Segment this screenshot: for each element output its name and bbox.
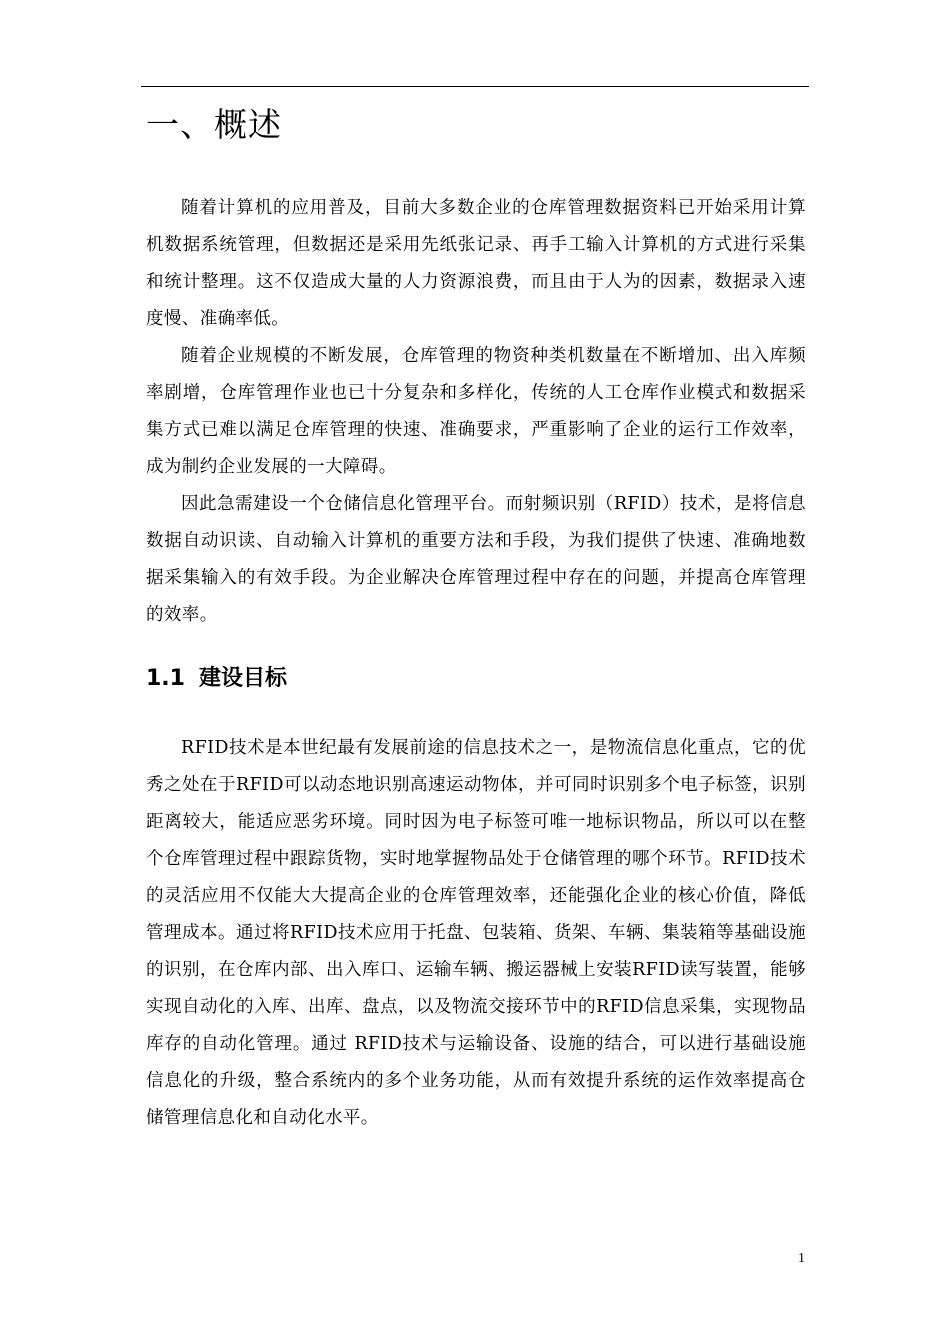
section-paragraph: RFID技术是本世纪最有发展前途的信息技术之一，是物流信息化重点，它的优秀之处在于RFID可以动态地识别高速运动物体，并可同时识别多个电子标签，识别距离较大，能适应恶劣环境。同时因为电子标签可唯一地标识物品，所以可以在整个仓库管理过程中跟踪货物，实时地掌握物品处于仓储管理的哪个环节。RFID技术的灵活应用不仅能大大提高企业的仓库管理效率，还能强化企业的核心价值，降低管理成本。通过将RFID技术应用于托盘、包装箱、货架、车辆、集装箱等基础设施的识别，在仓库内部、出入库口、运输车辆、搬运器械上安装RFID读写装置，能够实现自动化的入库、出库、盘点，以及物流交接环节中的RFID信息采集，实现物品库存的自动化管理。通过 RFID技术与运输设备、设施的结合，可以进行基础设施信息化的升级，整合系统内的多个业务功能，从而有效提升系统的运作效率提高仓储管理信息化和自动化水平。 <box>146 738 806 1128</box>
page-number: 1 <box>798 1251 805 1266</box>
chapter-title: 一、概述 <box>146 105 282 144</box>
section-number: 1.1 <box>146 666 185 691</box>
section-heading <box>146 661 287 697</box>
section-title: 建设目标 <box>198 666 287 691</box>
intro-section <box>146 190 806 634</box>
intro-paragraph-1: 随着计算机的应用普及，目前大多数企业的仓库管理数据资料已开始采用计算机数据系统管理，但数据还是采用先纸张记录、再手工输入计算机的方式进行采集和统计整理。这不仅造成大量的人力资源浪费，而且由于人为的因素，数据录入速度慢、准确率低。 <box>146 198 806 329</box>
intro-paragraph-2: 随着企业规模的不断发展，仓库管理的物资种类机数量在不断增加、出入库频率剧增，仓库管理作业也已十分复杂和多样化，传统的人工仓库作业模式和数据采集方式已难以满足仓库管理的快速、准确要求，严重影响了企业的运行工作效率，成为制约企业发展的一大障碍。 <box>146 346 806 477</box>
section-body <box>146 730 806 1137</box>
intro-paragraph-3: 因此急需建设一个仓储信息化管理平台。而射频识别（RFID）技术，是将信息数据自动识读、自动输入计算机的重要方法和手段，为我们提供了快速、准确地数据采集输入的有效手段。为企业解决仓库管理过程中存在的问题，并提高仓库管理的效率。 <box>146 494 806 625</box>
header-rule <box>141 86 809 87</box>
